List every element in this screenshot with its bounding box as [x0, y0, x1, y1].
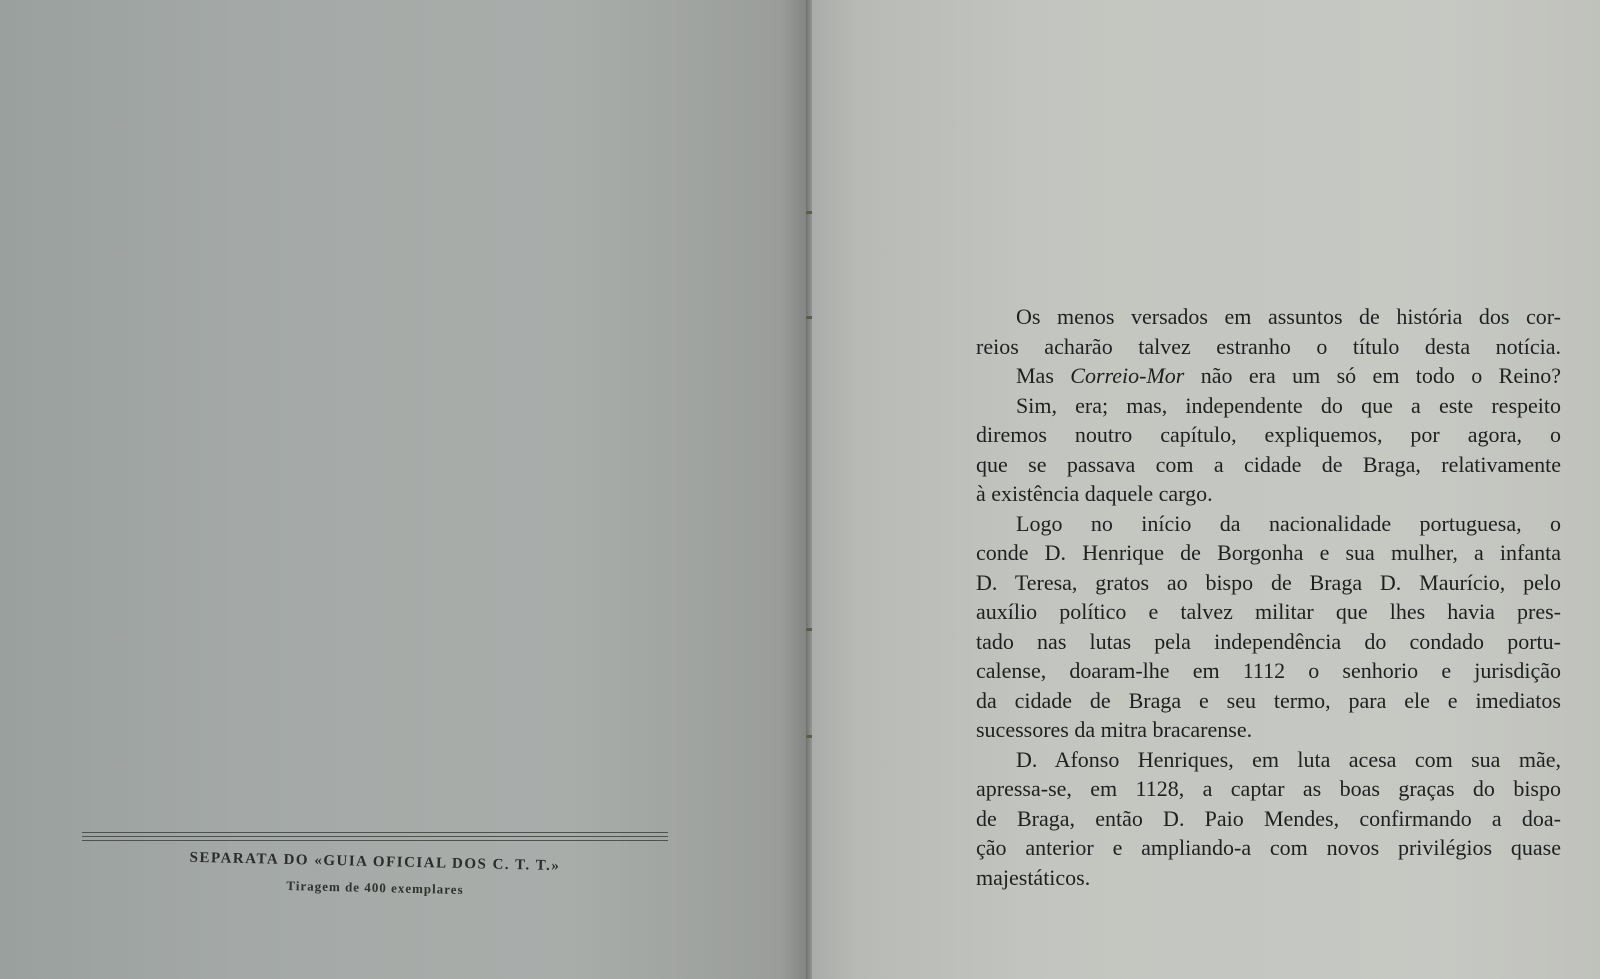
text-line: Os menos versados em assuntos de história dos cor- [1016, 304, 1561, 329]
text-line: ção anterior e ampliando-a com novos privilégios quase [976, 835, 1561, 860]
text-line: diremos noutro capítulo, expliquemos, por agora, o [976, 422, 1561, 447]
imprint-rule-middle [82, 836, 668, 837]
imprint-rule-top [82, 832, 668, 833]
text-line: tado nas lutas pela independência do condado portu- [976, 628, 1561, 654]
text-line: calense, doaram-lhe em 1112 o senhorio e jurisdição [976, 658, 1561, 683]
text-line: à existência daquele cargo. [976, 481, 1213, 506]
text-line: Logo no início da nacionalidade portuguesa, o [1016, 510, 1561, 536]
text-line: D. Afonso Henriques, em luta acesa com sua mãe, [1016, 746, 1561, 772]
text-line: sucessores da mitra bracarense. [976, 717, 1253, 742]
imprint-subtitle: Tiragem de 400 exemplares [286, 877, 464, 898]
italic-term: Correio-Mor [1070, 363, 1185, 388]
text-line: conde D. Henrique de Borgonha e sua mulher, a infanta [976, 540, 1561, 565]
text-line [976, 361, 1561, 391]
text-line: Sim, era; mas, independente do que a este respeito [1016, 392, 1561, 418]
text-line: reios acharão talvez estranho o título desta notícia. [976, 333, 1561, 359]
imprint-title: SEPARATA DO «GUIA OFICIAL DOS C. T. T.» [189, 849, 561, 875]
text-line: de Braga, então D. Paio Mendes, confirmando a doa- [976, 805, 1561, 831]
imprint-rule-bottom [82, 840, 668, 841]
text-segment: Mas [1016, 363, 1071, 388]
text-line: que se passava com a cidade de Braga, relativamente [976, 451, 1561, 477]
text-line: da cidade de Braga e seu termo, para ele e imediatos [976, 687, 1561, 713]
text-segment: não era um só em todo o Reino? [1184, 363, 1561, 388]
body-text [976, 302, 1561, 892]
text-line: D. Teresa, gratos ao bispo de Braga D. Maurício, pelo [976, 569, 1561, 595]
text-line: apressa-se, em 1128, a captar as boas graças do bispo [976, 776, 1561, 801]
text-line: auxílio político e talvez militar que lhes havia pres- [976, 599, 1561, 624]
text-line: majestáticos. [976, 864, 1091, 890]
